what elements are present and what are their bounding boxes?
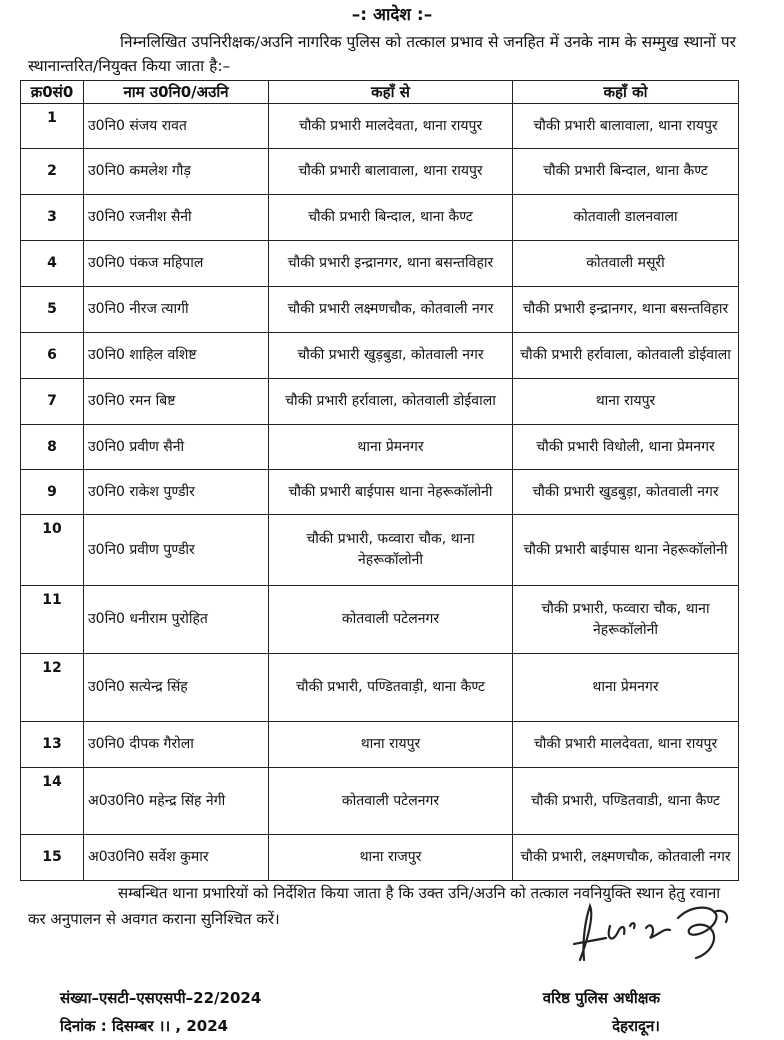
row-serial: 3 <box>21 195 84 241</box>
row-serial: 9 <box>21 470 84 515</box>
row-to: चौकी प्रभारी मालदेवता, थाना रायपुर <box>513 722 739 768</box>
intro-paragraph <box>28 30 736 78</box>
row-from: थाना रायपुर <box>269 722 513 768</box>
row-to: थाना रायपुर <box>513 379 739 425</box>
order-reference <box>60 984 261 1040</box>
row-name: उ0नि0 पंकज महिपाल <box>84 241 269 287</box>
table-row <box>21 104 739 149</box>
table-row <box>21 768 739 835</box>
row-from: चौकी प्रभारी लक्ष्मणचौक, कोतवाली नगर <box>269 287 513 333</box>
row-from: कोतवाली पटेलनगर <box>269 586 513 654</box>
table-row <box>21 333 739 379</box>
row-serial: 10 <box>21 515 84 586</box>
table-row <box>21 835 739 881</box>
table-row <box>21 195 739 241</box>
row-serial: 7 <box>21 379 84 425</box>
row-name: उ0नि0 संजय रावत <box>84 104 269 149</box>
row-to: चौकी प्रभारी बालावाला, थाना रायपुर <box>513 104 739 149</box>
header-from: कहाँ से <box>269 81 513 104</box>
signatory-designation: वरिष्ठ पुलिस अधीक्षक <box>542 989 660 1007</box>
row-from: चौकी प्रभारी बाईपास थाना नेहरूकॉलोनी <box>269 470 513 515</box>
table-header-row <box>21 81 739 104</box>
row-serial: 5 <box>21 287 84 333</box>
row-from: चौकी प्रभारी खुड़बुडा, कोतवाली नगर <box>269 333 513 379</box>
row-to: चौकी प्रभारी बाईपास थाना नेहरूकॉलोनी <box>513 515 739 586</box>
row-to: चौकी प्रभारी, फव्वारा चौक, थाना नेहरूकॉलोनी <box>513 586 739 654</box>
intro-text: निम्नलिखित उपनिरीक्षक/अउनि नागरिक पुलिस को तत्काल प्रभाव से जनहित में उनके नाम के सम्मुख स्थानों पर स्थानान्तरित/नियुक्त किया जाता है:– <box>28 33 736 75</box>
row-from: चौकी प्रभारी, फव्वारा चौक, थाना नेहरूकॉलोनी <box>269 515 513 586</box>
table-row <box>21 287 739 333</box>
row-from: चौकी प्रभारी मालदेवता, थाना रायपुर <box>269 104 513 149</box>
row-to: कोतवाली मसूरी <box>513 241 739 287</box>
row-name: उ0नि0 नीरज त्यागी <box>84 287 269 333</box>
row-serial: 14 <box>21 768 84 835</box>
row-name: अ0उ0नि0 सर्वेश कुमार <box>84 835 269 881</box>
reference-number: संख्या–एसटी–एसएसपी–22/2024 <box>60 989 262 1007</box>
row-name: अ0उ0नि0 महेन्द्र सिंह नेगी <box>84 768 269 835</box>
row-serial: 11 <box>21 586 84 654</box>
table-row <box>21 515 739 586</box>
table-row <box>21 425 739 470</box>
row-to: चौकी प्रभारी इन्द्रानगर, थाना बसन्तविहार <box>513 287 739 333</box>
row-serial: 4 <box>21 241 84 287</box>
table-row <box>21 586 739 654</box>
transfer-table <box>20 80 739 881</box>
order-heading: –: आदेश :– <box>351 5 433 25</box>
row-serial: 1 <box>21 104 84 149</box>
row-serial: 12 <box>21 654 84 722</box>
table-row <box>21 379 739 425</box>
header-name: नाम उ0नि0/अउनि <box>84 81 269 104</box>
closing-text: सम्बन्धित थाना प्रभारियों को निर्देशित किया जाता है कि उक्त उनि/अउनि को तत्काल नवनियुक्ति स्थान हेतु रवाना कर अनुपालन से अवगत कराना सुनिश्चित करें। <box>28 884 721 928</box>
row-to: चौकी प्रभारी विधोली, थाना प्रेमनगर <box>513 425 739 470</box>
header-to: कहाँ को <box>513 81 739 104</box>
row-from: चौकी प्रभारी हर्रावाला, कोतवाली डोईवाला <box>269 379 513 425</box>
row-from: थाना राजपुर <box>269 835 513 881</box>
row-from: चौकी प्रभारी बिन्दाल, थाना कैण्ट <box>269 195 513 241</box>
table-row <box>21 722 739 768</box>
order-date: दिनांक : दिसम्बर ।। , 2024 <box>60 1017 229 1035</box>
row-to: थाना प्रेमनगर <box>513 654 739 722</box>
row-serial: 2 <box>21 149 84 195</box>
table-row <box>21 149 739 195</box>
row-name: उ0नि0 रमन बिष्ट <box>84 379 269 425</box>
row-to: चौकी प्रभारी, पण्डितवाडी, थाना कैण्ट <box>513 768 739 835</box>
row-name: उ0नि0 रजनीश सैनी <box>84 195 269 241</box>
header-serial: क्र0सं0 <box>21 81 84 104</box>
row-from: चौकी प्रभारी बालावाला, थाना रायपुर <box>269 149 513 195</box>
row-from: कोतवाली पटेलनगर <box>269 768 513 835</box>
row-name: उ0नि0 कमलेश गौड़ <box>84 149 269 195</box>
row-serial: 6 <box>21 333 84 379</box>
row-serial: 8 <box>21 425 84 470</box>
row-from: थाना प्रेमनगर <box>269 425 513 470</box>
row-to: चौकी प्रभारी हर्रावाला, कोतवाली डोईवाला <box>513 333 739 379</box>
signature-image <box>560 898 750 978</box>
row-name: उ0नि0 सत्येन्द्र सिंह <box>84 654 269 722</box>
row-name: उ0नि0 प्रवीण सैनी <box>84 425 269 470</box>
table-row <box>21 241 739 287</box>
row-name: उ0नि0 दीपक गैरोला <box>84 722 269 768</box>
row-from: चौकी प्रभारी इन्द्रानगर, थाना बसन्तविहार <box>269 241 513 287</box>
row-name: उ0नि0 राकेश पुण्डीर <box>84 470 269 515</box>
signatory-block <box>510 984 660 1040</box>
row-serial: 13 <box>21 722 84 768</box>
table-row <box>21 470 739 515</box>
row-to: चौकी प्रभारी बिन्दाल, थाना कैण्ट <box>513 149 739 195</box>
row-name: उ0नि0 प्रवीण पुण्डीर <box>84 515 269 586</box>
row-to: चौकी प्रभारी, लक्ष्मणचौक, कोतवाली नगर <box>513 835 739 881</box>
row-to: चौकी प्रभारी खुडबुड़ा, कोतवाली नगर <box>513 470 739 515</box>
row-name: उ0नि0 शाहिल वशिष्ट <box>84 333 269 379</box>
row-name: उ0नि0 धनीराम पुरोहित <box>84 586 269 654</box>
row-to: कोतवाली डालनवाला <box>513 195 739 241</box>
signatory-place: देहरादून। <box>612 1017 660 1035</box>
table-row <box>21 654 739 722</box>
row-serial: 15 <box>21 835 84 881</box>
row-from: चौकी प्रभारी, पण्डितवाड़ी, थाना कैण्ट <box>269 654 513 722</box>
